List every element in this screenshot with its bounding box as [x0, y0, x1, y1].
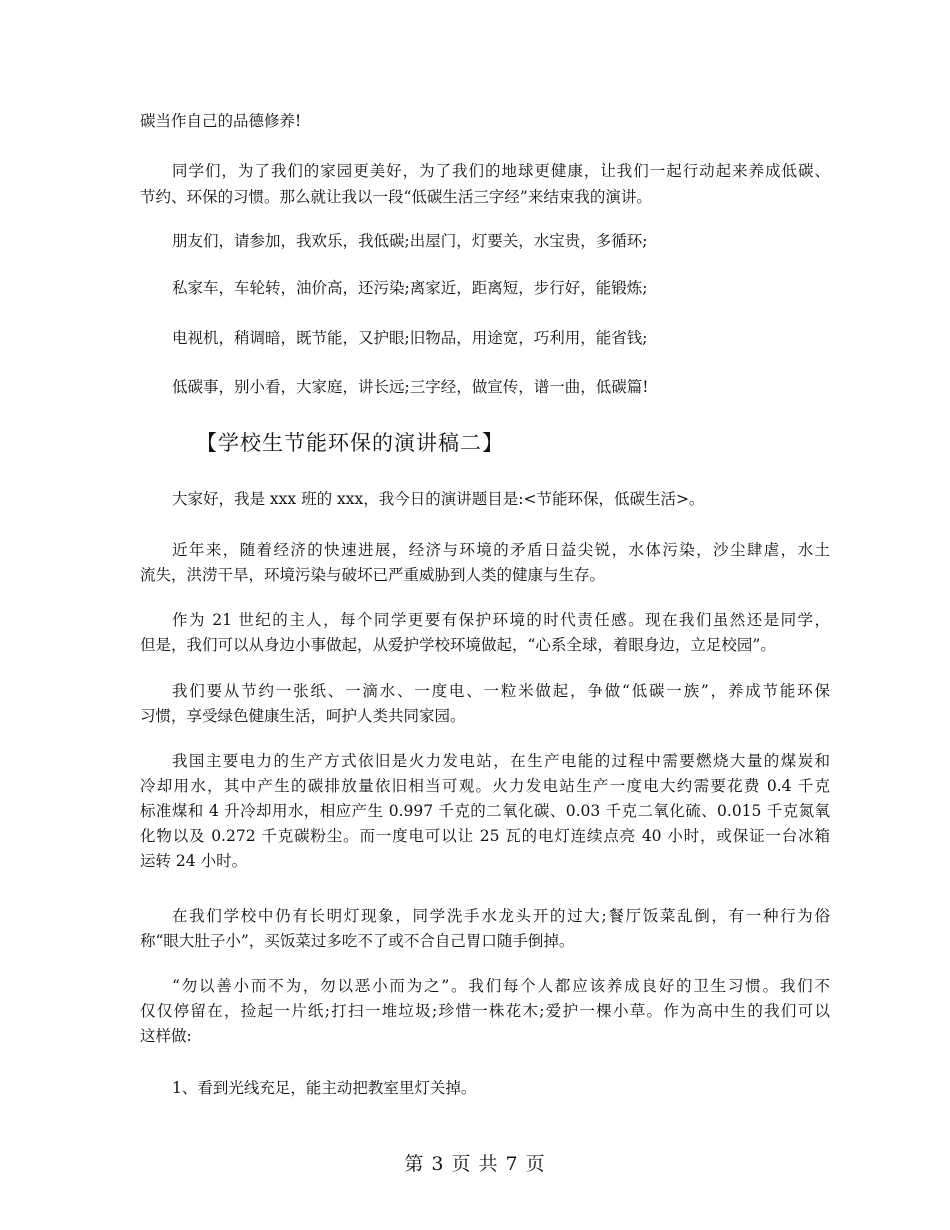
paragraph-line: 作为 21 世纪的主人，每个同学更要有保护环境的时代责任感。现在我们虽然还是同学， — [172, 611, 830, 629]
paragraph-line: 近年来，随着经济的快速进展，经济与环境的矛盾日益尖锐，水体污染，沙尘肆虐，水土 — [172, 541, 830, 559]
paragraph-line: 流失，洪涝干旱，环境污染与破坏已严重威胁到人类的健康与生存。 — [140, 566, 606, 584]
paragraph-line: 我们要从节约一张纸、一滴水、一度电、一粒米做起，争做“低碳一族”，养成节能环保 — [172, 682, 830, 700]
paragraph-line: 同学们，为了我们的家园更美好，为了我们的地球更健康，让我们一起行动起来养成低碳、 — [172, 162, 830, 180]
paragraph-line: 这样做: — [140, 1027, 192, 1045]
paragraph-line: 大家好，我是 xxx 班的 xxx，我今日的演讲题目是:<节能环保，低碳生活>。 — [172, 490, 705, 508]
paragraph-line: 化物以及 0.272 千克碳粉尘。而一度电可以让 25 瓦的电灯连续点亮 40 小时，或保证一台冰箱 — [140, 827, 830, 845]
paragraph-line: 电视机，稍调暗，既节能，又护眼;旧物品，用途宽，巧利用，能省钱; — [172, 329, 648, 347]
paragraph-line: “勿以善小而不为，勿以恶小而为之”。我们每个人都应该养成良好的卫生习惯。我们不 — [172, 977, 830, 995]
paragraph-line: 节约、环保的习惯。那么就让我以一段“低碳生活三字经”来结束我的演讲。 — [140, 188, 652, 206]
paragraph-line: 朋友们，请参加，我欢乐，我低碳;出屋门，灯要关，水宝贵，多循环; — [172, 232, 648, 250]
section-heading: 【学校生节能环保的演讲稿二】 — [196, 431, 504, 455]
paragraph-line: 1、看到光线充足，能主动把教室里灯关掉。 — [172, 1079, 477, 1097]
paragraph-line: 标准煤和 4 升冷却用水，相应产生 0.997 千克的二氧化碳、0.03 千克二氧化硫、0.015 千克氮氧 — [140, 802, 830, 820]
paragraph-line: 运转 24 小时。 — [140, 852, 248, 870]
paragraph-line: 仅仅停留在，捡起一片纸;打扫一堆垃圾;珍惜一株花木;爱护一棵小草。作为高中生的我们可以 — [140, 1002, 830, 1020]
paragraph-line: 称“眼大肚子小”，买饭菜过多吃不了或不合自己胃口随手倒掉。 — [140, 932, 575, 950]
paragraph-line: 低碳事，别小看，大家庭，讲长远;三字经，做宣传，谱一曲，低碳篇! — [172, 378, 649, 396]
paragraph-line: 习惯，享受绿色健康生活，呵护人类共同家园。 — [140, 707, 466, 725]
page-footer: 第 3 页 共 7 页 — [404, 1153, 546, 1175]
paragraph-line: 冷却用水，其中产生的碳排放量依旧相当可观。火力发电站生产一度电大约需要花费 0.4 千克 — [140, 777, 830, 795]
paragraph-line: 但是，我们可以从身边小事做起，从爱护学校环境做起，“心系全球，着眼身边，立足校园”。 — [140, 636, 776, 654]
paragraph-line: 我国主要电力的生产方式依旧是火力发电站，在生产电能的过程中需要燃烧大量的煤炭和 — [172, 752, 830, 770]
paragraph-line: 碳当作自己的品德修养! — [140, 112, 302, 130]
paragraph-line: 在我们学校中仍有长明灯现象，同学洗手水龙头开的过大;餐厅饭菜乱倒，有一种行为俗 — [172, 907, 830, 925]
paragraph-line: 私家车，车轮转，油价高，还污染;离家近，距离短，步行好，能锻炼; — [172, 279, 648, 297]
